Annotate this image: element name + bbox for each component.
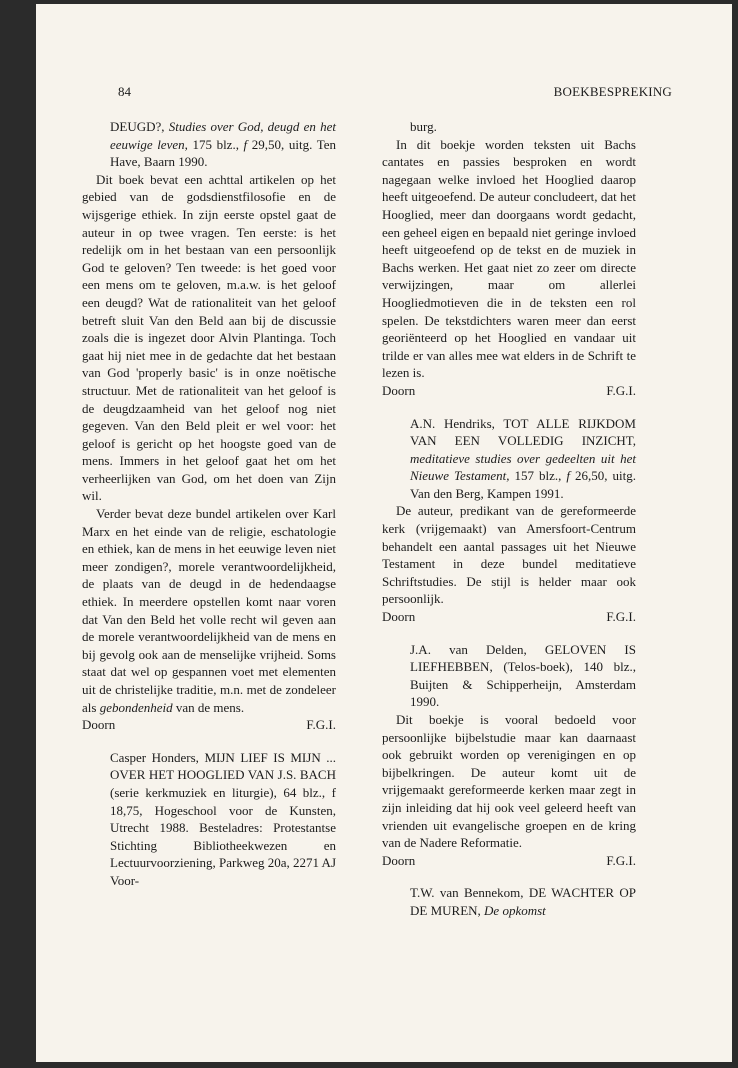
review-heading: A.N. Hendriks, TOT ALLE RIJKDOM VAN EEN VOLLEDIG INZICHT, meditatieve studies over gedeelten uit het Nieuwe Testament, 157 blz., f 26,50, uitg. Van den Berg, Kampen 1991.: [410, 415, 636, 501]
review-signature: Doorn F.G.I.: [382, 852, 636, 868]
review-heading: T.W. van Bennekom, DE WACHTER OP DE MUREN, De opkomst: [410, 885, 636, 918]
page-number: 84: [118, 84, 131, 99]
review-paragraph: De auteur, predikant van de gereformeerde kerk (vrijgemaakt) van Amersfoort-Centrum behandelt een aantal passages uit het Nieuwe Testament in deze bundel meditatieve Schriftstudies. De stijl is helder maar ook persoonlijk.: [382, 503, 636, 607]
review-heading: Casper Honders, MIJN LIEF IS MIJN ... OVER HET HOOGLIED VAN J.S. BACH (serie kerkmuziek en liturgie), 64 blz., f 18,75, Hogeschool voor de Kunsten, Utrecht 1988. Besteladres: Protestantse Stichting Bibliotheekwezen en Lectuurvoorziening, Parkweg 20a, 2271 AJ Voor-: [110, 749, 337, 888]
review-paragraph: Dit boekje is vooral bedoeld voor persoonlijke bijbelstudie maar kan daarnaast ook gebruikt worden op verenigingen en op bijbelkringen. De auteur komt uit de vrijgemaakt gereformeerde kerken maar zegt in zijn inleiding dat hij ook veel geleerd heeft van vrienden uit evangelische groepen en de kring van de Nadere Reformatie.: [382, 712, 636, 851]
review-signature: Doorn F.G.I.: [382, 609, 636, 625]
review-paragraph: Dit boek bevat een achttal artikelen op het gebied van de godsdienstfilosofie en de wijsgerige ethiek. In zijn eerste opstel gaat de auteur in op twee vragen. Ten eerste: is het redelijk om in het bestaan van een persoonlijk God te geloven? Ten tweede: is het goed voor een mens om te geloven, m.a.w. is het geloof een deugd? Wat de rationaliteit van het geloof betreft sluit Van den Beld aan bij de discussie zoals die is ingezet door Alvin Plantinga. Toch gaat hij niet mee in de gedachte dat het bestaan van God 'properly basic' is in onze noëtische structuur. Met de rationaliteit van het geloof is de deugdzaamheid van het geloof nog niet gegeven. Van den Beld pleit er wel voor: het geloof is gericht op het hoogste goed van de mens. Immers in het geloof gaat het om het verheerlijken van God, om het doen van Zijn wil.: [82, 171, 336, 504]
left-column: [82, 118, 336, 890]
review-paragraph: In dit boekje worden teksten uit Bachs cantates en passies besproken en wordt nagegaan welke invloed het Hooglied daarop heeft uitgeoefend. De auteur concludeert, dat het Hooglied, meer dan doorgaans wordt gedacht, een geheel eigen en bepaald niet geringe invloed heeft uitgeoefend op de tekst en de muziek in Bachs werken. Het gaat niet zo zeer om directe verwijzingen, maar om allerlei Hoogliedmotieven die in de teksten een rol spelen. De tekstdichters waren meer dan eerst georiënteerd op het Hooglied en vandaar uit trilde er van alles mee wat elders in de Schrift te lezen is.: [382, 136, 636, 381]
review-heading-continued: burg.: [410, 119, 437, 134]
section-title: BOEKBESPREKING: [553, 84, 672, 99]
review-signature: Doorn F.G.I.: [382, 382, 636, 398]
review-heading: J.A. van Delden, GELOVEN IS LIEFHEBBEN, (Telos-boek), 140 blz., Buijten & Schipperheijn, Amsterdam 1990.: [410, 641, 636, 710]
review-signature: Doorn F.G.I.: [82, 717, 336, 733]
right-column: [382, 118, 636, 920]
review-paragraph: Verder bevat deze bundel artikelen over Karl Marx en het einde van de religie, eschatologie en ethiek, kan de mens in het eeuwige leven niet meer zondigen?, morele verantwoordelijkheid, de plaats van de deugd in de hedendaagse ethiek. In meerdere opstellen komt naar voren dat Van den Beld het volle recht wil geven aan de morele verantwoordelijkheid van de mens en bij gevolg ook aan de menselijke vrijheid. Soms staat dat wel op gespannen voet met elementen uit de christelijke traditie, m.n. met de zondeleer als gebondenheid van de mens.: [82, 506, 336, 715]
review-heading: DEUGD?, Studies over God, deugd en het eeuwige leven, 175 blz., f 29,50, uitg. Ten Have, Baarn 1990.: [110, 119, 337, 170]
